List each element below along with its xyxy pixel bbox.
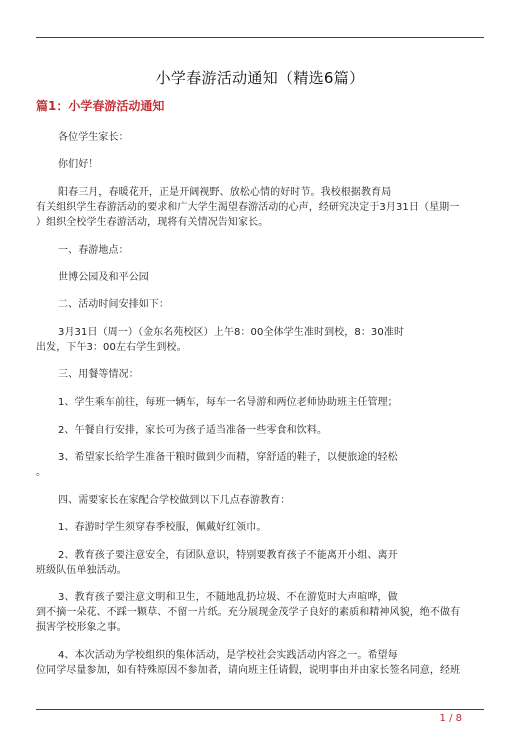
body-line: 1、学生乘车前往，每班一辆车，每车一名导游和两位老师协助班主任管理； xyxy=(58,397,398,408)
body-line: 2、教育孩子要注意安全，有团队意识，特别要教育孩子不能离开小组、离开 xyxy=(58,550,398,561)
body-line: 班级队伍单独活动。 xyxy=(36,565,127,576)
page-number: 1 / 8 xyxy=(439,713,462,724)
body-line: 三、用餐等情况： xyxy=(58,369,139,380)
body-line: 四、需要家长在家配合学校做到以下几点春游教育： xyxy=(58,495,291,506)
body-line: 出发，下午3：00左右学生到校。 xyxy=(36,342,187,353)
header-rule xyxy=(36,37,484,38)
body-line: 1、春游时学生须穿春季校服，佩戴好红领巾。 xyxy=(58,522,267,533)
body-line: 4、本次活动为学校组织的集体活动，是学校社会实践活动内容之一。希望每 xyxy=(58,650,398,661)
body-line: 你们好！ xyxy=(58,159,99,170)
body-line: 阳春三月，春暖花开，正是开阔视野、放松心情的好时节。我校根据教育局 xyxy=(58,187,392,198)
body-line: 到不摘一朵花、不踩一颗草、不留一片纸。充分展现金茂学子良好的素质和精神风貌，绝不做有 xyxy=(36,607,461,618)
body-line: 3、希望家长给学生准备干粮时做到少而精，穿舒适的鞋子，以便旅途的轻松 xyxy=(58,452,398,463)
body-line: 3、教育孩子要注意文明和卫生，不随地乱扔垃圾、不在游览时大声喧哗，做 xyxy=(58,592,398,603)
section-heading: 篇1：小学春游活动通知 xyxy=(36,99,165,113)
body-line: 2、午餐自行安排，家长可为孩子适当准备一些零食和饮料。 xyxy=(58,425,328,436)
body-line: 世博公园及和平公园 xyxy=(58,272,149,283)
body-line: ）组织全校学生春游活动，现将有关情况告知家长。 xyxy=(36,217,269,228)
footer-rule xyxy=(36,709,484,710)
body-line: 位同学尽量参加，如有特殊原因不参加者，请向班主任请假，说明事由并由家长签名同意，经班 xyxy=(36,665,461,676)
body-line: 各位学生家长： xyxy=(58,132,129,143)
body-line: 3月31日（周一）（金东名苑校区）上午8：00全体学生准时到校，8：30准时 xyxy=(58,327,405,338)
body-line: 一、春游地点： xyxy=(58,245,129,256)
body-line: 损害学校形象之事。 xyxy=(36,622,127,633)
body-line: 二、活动时间安排如下： xyxy=(58,299,170,310)
body-line: 有关组织学生春游活动的要求和广大学生渴望春游活动的心声，经研究决定于3月31日（星期一 xyxy=(36,202,460,213)
body-line: 。 xyxy=(36,467,47,478)
document-title: 小学春游活动通知（精选6篇） xyxy=(155,69,365,87)
